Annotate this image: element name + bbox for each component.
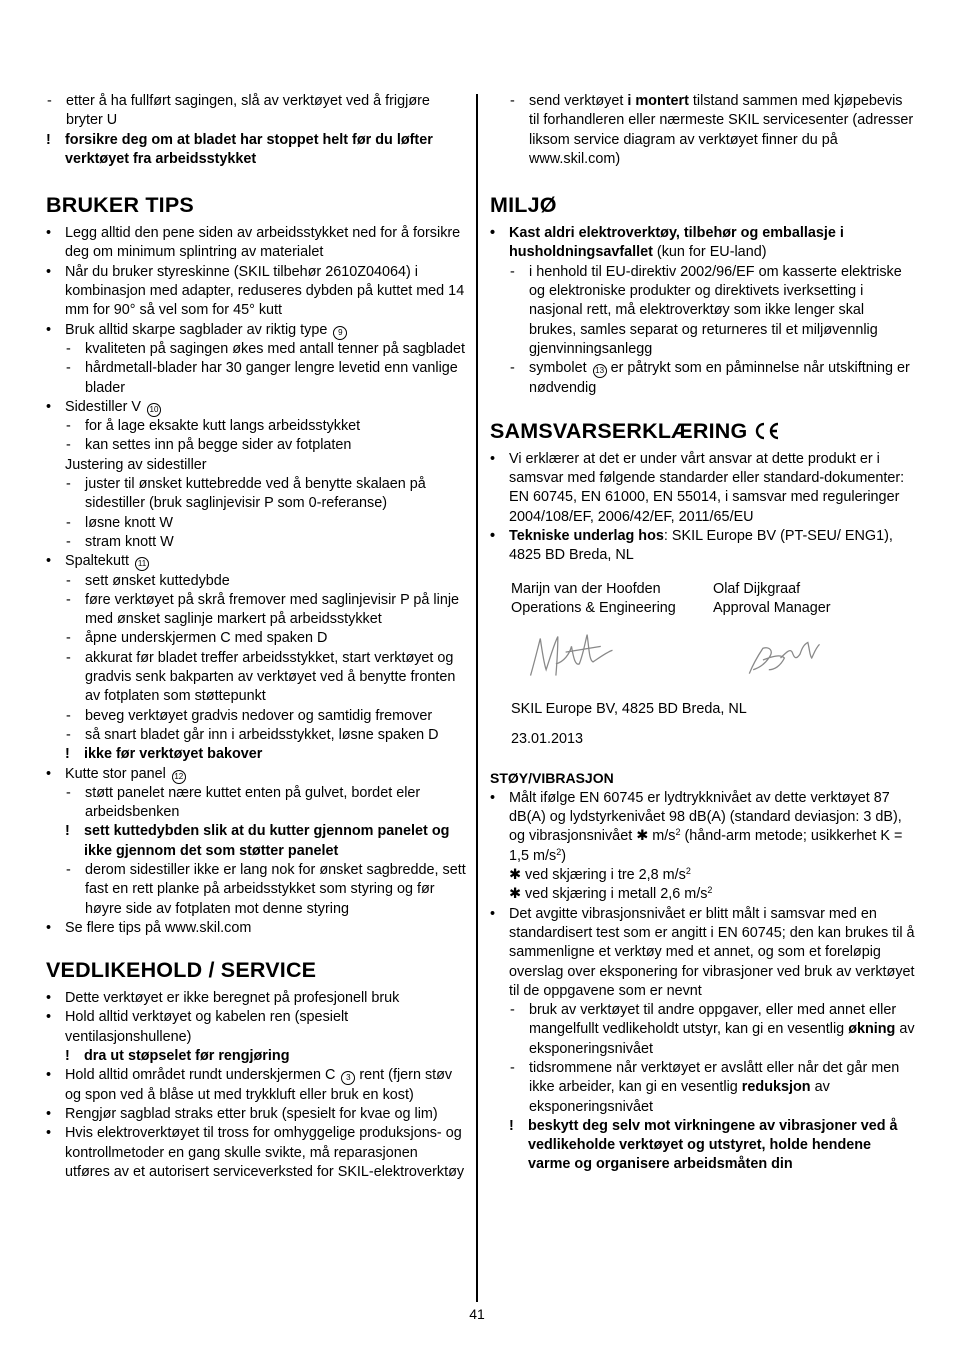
bullet-item <box>46 989 466 1008</box>
warning-text: beskytt deg selv mot virkningene av vibrasjoner ved å vedlikeholde verktøyet og utstyret, holde hendene varme og organisere arbeidsmåten din <box>528 1117 898 1173</box>
dash-text-tail: av eksponeringsnivået <box>529 1079 830 1115</box>
bullet-text: Det avgitte vibrasjonsnivået er blitt målt i samsvar med en standardisert test som er angitt i EN 60745; den kan brukes til å sammenligne et verktøy med et annet, og som et foreløpig overslag over eksponering for vibrasjoner ved bruk av verktøyet til de oppgavene som er nevnt <box>509 905 915 999</box>
dash-item <box>46 861 466 919</box>
page-number: 41 <box>469 1306 485 1322</box>
dash-text: for å lage eksakte kutt langs arbeidsstykket <box>85 418 361 435</box>
dash-marker: - <box>66 437 71 454</box>
ce-mark-icon <box>753 422 781 440</box>
dash-item <box>490 1001 915 1059</box>
warning-item <box>46 822 466 861</box>
dash-marker: - <box>66 726 71 743</box>
dash-text: så snart bladet går inn i arbeidsstykket, løsne spaken D <box>85 726 439 743</box>
signer-2 <box>713 580 915 619</box>
dash-item <box>490 359 915 398</box>
column-divider <box>476 94 478 1302</box>
bullet-marker: • <box>46 321 52 338</box>
bullet-item <box>46 552 466 571</box>
warning-text: ikke før verktøyet bakover <box>84 746 263 763</box>
superscript: 2 <box>685 866 691 877</box>
signers-block <box>490 580 915 619</box>
bullet-text: Kutte stor panel <box>65 765 166 782</box>
dash-item <box>490 1059 915 1117</box>
bullet-text: Legg alltid den pene siden av arbeidsstykket ned for å forsikre deg om minimum splintring av materialet <box>65 225 461 261</box>
dash-text-bold: reduksjon <box>741 1079 811 1096</box>
superscript: 2 <box>556 846 562 857</box>
warning-marker: ! <box>46 131 51 148</box>
dash-text: tidsrommene når verktøyet er avslått eller når det går men ikke arbeider, kan gi en vesentlig <box>529 1059 900 1096</box>
bullet-item <box>46 1124 466 1182</box>
dash-text: akkurat før bladet treffer arbeidsstykket, start verktøyet og gradvis senk bakparten av verktøyet ved å benytte fronten av fotplaten som støttepunkt <box>85 649 456 705</box>
bullet-text-tail: : SKIL Europe BV (PT-SEU/ ENG1), 4825 BD Breda, NL <box>509 528 893 564</box>
warning-text: forsikre deg om at bladet har stoppet helt før du løfter verktøyet fra arbeidsstykket <box>65 131 433 167</box>
figure-ref-11: 11 <box>135 557 149 571</box>
warning-item <box>46 131 466 170</box>
bullet-marker: • <box>46 765 52 782</box>
bullet-text: Sidestiller V <box>65 398 141 415</box>
section-heading-miljo: MILJØ <box>490 193 557 218</box>
warning-item <box>46 745 466 764</box>
dash-marker: - <box>510 360 515 377</box>
bullet-marker: • <box>46 1009 52 1026</box>
dash-text: symbolet <box>529 360 587 377</box>
dash-item <box>46 707 466 726</box>
dash-text: føre verktøyet på skrå fremover med saglinjevisir P på linje med ønsket saglinje markert på arbeidsstykket <box>85 591 460 628</box>
bullet-text: Spaltekutt <box>65 553 129 570</box>
bullet-item <box>46 398 466 417</box>
warning-marker: ! <box>509 1117 514 1134</box>
dash-marker: - <box>66 784 71 801</box>
dash-text: støtt panelet nære kuttet enten på gulvet, bordet eler arbeidsbenken <box>85 784 421 821</box>
bullet-item <box>46 919 466 938</box>
bullet-item <box>46 1008 466 1047</box>
vibration-value-wood: ✱ ved skjæring i tre 2,8 m/s <box>509 867 686 884</box>
section-heading-samsvar <box>490 418 915 444</box>
dash-item <box>46 340 466 359</box>
dash-marker: - <box>510 263 515 280</box>
dash-item <box>46 726 466 745</box>
bullet-marker: • <box>490 225 496 242</box>
dash-marker: - <box>66 340 71 357</box>
warning-marker: ! <box>65 1048 70 1065</box>
dash-marker: - <box>47 93 52 109</box>
dash-item <box>46 436 466 455</box>
dash-item <box>46 417 466 436</box>
bullet-text: Hold alltid området rundt underskjermen C <box>65 1067 336 1084</box>
bullet-text: Hold alltid verktøyet og kabelen ren (spesielt ventilasjonshullene) <box>65 1009 349 1045</box>
right-column <box>490 92 915 1175</box>
dash-text: send verktøyet <box>529 93 628 109</box>
signer-1 <box>511 580 713 619</box>
signer-title: Operations & Engineering <box>511 599 676 616</box>
bullet-marker: • <box>46 1067 52 1084</box>
bullet-text: Dette verktøyet er ikke beregnet på profesjonell bruk <box>65 990 400 1007</box>
bullet-marker: • <box>46 553 52 570</box>
superscript: 2 <box>707 885 713 896</box>
dash-marker: - <box>66 707 71 724</box>
dash-text: i henhold til EU-direktiv 2002/96/EF om kasserte elektriske og elektroniske produkter og direktivets iverksetting i nasjonal rett, må elektroverktøy som ikke lenger skal brukes, samles separat og returneres til et miljøvennlig gjenvinningsanlegg <box>529 263 902 357</box>
bullet-text: Rengjør sagblad straks etter bruk (spesielt for kvae og lim) <box>65 1105 438 1122</box>
dash-text: løsne knott W <box>85 514 173 531</box>
declaration-date: 23.01.2013 <box>511 730 584 747</box>
bullet-marker: • <box>46 225 52 242</box>
list-item-text: etter å ha fullført sagingen, slå av verktøyet ved å frigjøre bryter U <box>66 93 430 129</box>
dash-marker: - <box>510 1059 515 1076</box>
dash-text: juster til ønsket kuttebredde ved å benytte skalaen på sidestiller (bruk saglinjevisir P som 0-referanse) <box>85 476 426 512</box>
bullet-item <box>46 263 466 321</box>
bullet-item <box>490 905 915 1001</box>
bullet-marker: • <box>490 450 496 467</box>
bullet-marker: • <box>46 263 52 280</box>
dash-item <box>46 649 466 707</box>
bullet-text: Når du bruker styreskinne (SKIL tilbehør 2610Z04064) i kombinasjon med adapter, reduseres dybden på kuttet med 14 mm for 90° så vel som for 45° kutt <box>65 263 465 319</box>
bullet-item <box>490 224 915 263</box>
dash-marker: - <box>66 418 71 435</box>
dash-text: beveg verktøyet gradvis nedover og samtidig fremover <box>85 707 433 724</box>
dash-marker: - <box>66 591 71 608</box>
bullet-text: Bruk alltid skarpe sagblader av riktig type <box>65 321 328 338</box>
dash-marker: - <box>66 630 71 647</box>
signature-1-icon <box>511 624 720 694</box>
dash-item <box>46 572 466 591</box>
dash-text: sett ønsket kuttedybde <box>85 572 230 589</box>
bullet-text-cont: (hånd-arm metode; usikkerhet K = 1,5 m/s <box>509 828 903 864</box>
company-address: SKIL Europe BV, 4825 BD Breda, NL <box>511 701 747 718</box>
bullet-text: Se flere tips på www.skil.com <box>65 919 252 936</box>
figure-ref-9: 9 <box>333 326 347 340</box>
bullet-marker: • <box>490 905 496 922</box>
figure-ref-13: 13 <box>593 364 607 378</box>
bullet-item <box>490 450 915 527</box>
bullet-text-close: ) <box>561 847 566 864</box>
bullet-item <box>490 789 915 905</box>
dash-item <box>46 784 466 823</box>
list-item <box>46 92 466 131</box>
dash-text: stram knott W <box>85 533 174 550</box>
warning-item <box>46 1047 466 1066</box>
dash-marker: - <box>510 93 515 109</box>
dash-item <box>46 591 466 630</box>
warning-marker: ! <box>65 823 70 840</box>
dash-marker: - <box>510 1002 515 1019</box>
left-column <box>46 92 466 1182</box>
signer-name: Marijn van der Hoofden <box>511 580 661 597</box>
bullet-text: Hvis elektroverktøyet til tross for omhyggelige produksjons- og kontrollmetoder en gang skulle svikte, må reparasjonen utføres av et autorisert serviceverksted for SKIL-elektroverktøy <box>65 1125 465 1180</box>
dash-text: åpne underskjermen C med spaken D <box>85 630 328 647</box>
dash-item <box>490 92 915 169</box>
vibration-value-metal: ✱ ved skjæring i metall 2,6 m/s <box>509 886 708 903</box>
dash-text: derom sidestiller ikke er lang nok for ønsket sagbredde, sett fast en rett planke på arbeidsstykket som styring og før høyre side av fotplaten mot denne styring <box>85 861 466 917</box>
dash-marker: - <box>66 861 71 878</box>
figure-ref-12: 12 <box>172 770 186 784</box>
dash-text: hårdmetall-blader har 30 ganger lengre levetid enn vanlige blader <box>85 360 458 396</box>
bullet-marker: • <box>46 1125 52 1142</box>
bullet-marker: • <box>46 1105 52 1122</box>
dash-text-tail: tilstand sammen med kjøpebevis til forhandleren eller nærmeste SKIL servicesenter (adresser liksom service diagram av verktøyet finner du på www.skil.com) <box>529 93 914 167</box>
dash-text-tail: er påtrykt som en påminnelse når utskiftning er nødvendig <box>529 360 910 396</box>
bullet-item <box>490 527 915 566</box>
section-heading-vedlikehold: VEDLIKEHOLD / SERVICE <box>46 958 317 983</box>
warning-marker: ! <box>65 746 70 763</box>
dash-item <box>46 475 466 514</box>
signer-title: Approval Manager <box>713 599 831 616</box>
section-heading-bruker-tips: BRUKER TIPS <box>46 193 194 218</box>
bullet-marker: • <box>490 789 496 806</box>
bullet-marker: • <box>46 919 52 936</box>
bullet-text-tail: (kun for EU-land) <box>652 244 767 261</box>
dash-text: bruk av verktøyet til andre oppgaver, eller med annet eller mangelfullt vedlikeholdt utstyr, kan gi en vesentlig <box>529 1002 897 1038</box>
dash-item <box>46 629 466 648</box>
warning-text: dra ut støpselet før rengjøring <box>84 1048 290 1065</box>
superscript: 2 <box>675 827 681 838</box>
bullet-item <box>46 1066 466 1105</box>
section-heading-stoy: STØY/VIBRASJON <box>490 769 614 786</box>
bullet-marker: • <box>46 398 52 415</box>
warning-item <box>490 1117 915 1175</box>
bullet-item <box>46 224 466 263</box>
bullet-text-bold: Kast aldri elektroverktøy, tilbehør og emballasje i husholdningsavfallet <box>509 225 844 261</box>
bullet-item <box>46 321 466 340</box>
bullet-item <box>46 765 466 784</box>
signatures <box>490 618 915 700</box>
bullet-marker: • <box>46 990 52 1007</box>
bullet-marker: • <box>490 528 496 545</box>
dash-marker: - <box>66 572 71 589</box>
signer-name: Olaf Dijkgraaf <box>713 580 801 597</box>
dash-marker: - <box>66 360 71 377</box>
dash-text-bold: økning <box>848 1021 896 1038</box>
dash-item <box>490 263 915 359</box>
dash-item <box>46 359 466 398</box>
dash-marker: - <box>66 533 71 550</box>
dash-marker: - <box>66 476 71 493</box>
dash-text: kvaliteten på sagingen økes med antall tenner på sagbladet <box>85 340 466 357</box>
sub-heading-text: Justering av sidestiller <box>65 456 207 473</box>
dash-text-bold: i montert <box>627 93 689 109</box>
dash-item <box>46 514 466 533</box>
figure-ref-10: 10 <box>147 403 161 417</box>
bullet-text-bold: Tekniske underlag hos <box>509 528 664 545</box>
dash-marker: - <box>66 649 71 666</box>
signature-2-icon <box>720 624 915 694</box>
dash-text: kan settes inn på begge sider av fotplaten <box>85 437 352 454</box>
bullet-text: Vi erklærer at det er under vårt ansvar at dette produkt er i samsvar med følgende standarder eller standard-dokumenter: EN 60745, EN 61000, EN 55014, i samsvar med reguleringer 2004/108/EF, 2006/42/EF, 2011/65/EU <box>509 450 905 525</box>
warning-text: sett kuttedybden slik at du kutter gjennom panelet og ikke gjennom det som støtter panelet <box>84 823 450 859</box>
figure-ref-3: 3 <box>341 1071 355 1085</box>
samsvar-heading-text: SAMSVARSERKLÆRING <box>490 418 748 443</box>
dash-text-tail: av eksponeringsnivået <box>529 1021 915 1057</box>
dash-item <box>46 533 466 552</box>
bullet-item <box>46 1105 466 1124</box>
dash-marker: - <box>66 514 71 531</box>
bullet-text-tail: rent (fjern støv og spon ved å blåse ut med trykkluft eller bruk en kost) <box>65 1067 453 1103</box>
bullet-text: Målt ifølge EN 60745 er lydtrykknivået av dette verktøyet 87 dB(A) og lydstyrkenivået 98 dB(A) (standard deviasjon: 3 dB), og vibrasjonsnivået ✱ m/s <box>509 789 902 845</box>
